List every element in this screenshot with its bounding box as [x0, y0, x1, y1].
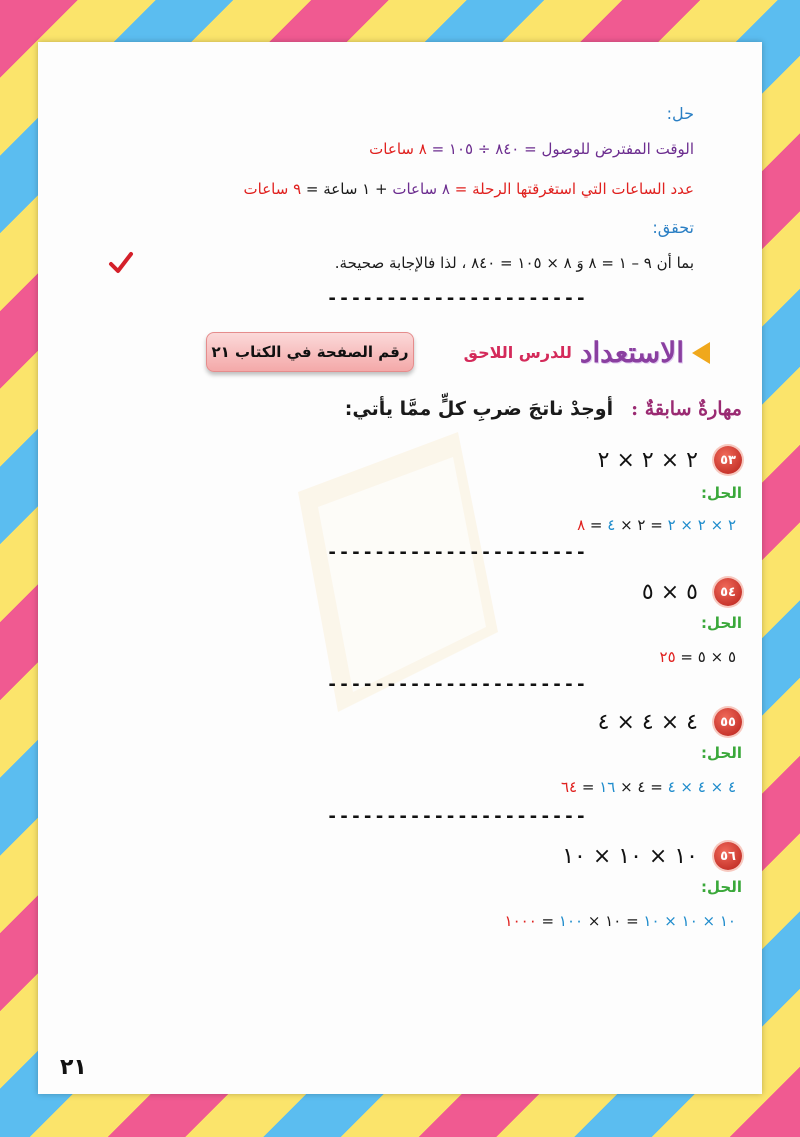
- skill-instruction: أوجدْ ناتجَ ضربِ كلٍّ ممَّا يأتي:: [344, 398, 614, 420]
- answer-54: ٥ × ٥ = ٢٥: [659, 648, 736, 666]
- verify-label: تحقق:: [652, 218, 694, 237]
- page-sheet: [38, 42, 762, 1094]
- answer-label: الحل:: [701, 878, 742, 896]
- answer-label: الحل:: [701, 614, 742, 632]
- solution-line-2-mid: + ١ ساعة =: [301, 180, 393, 198]
- question-expression: ٤ × ٤ × ٤: [597, 709, 698, 735]
- answer-label: الحل:: [701, 744, 742, 762]
- section-subtitle: للدرس اللاحق: [463, 343, 572, 362]
- question-56: [562, 842, 742, 870]
- question-55: [598, 708, 742, 736]
- answer-56: ١٠ × ١٠ × ١٠ = ١٠ × ١٠٠ = ١٠٠٠: [504, 912, 736, 930]
- divider: ----------------------: [326, 806, 588, 827]
- answer-55: ٤ × ٤ × ٤ = ٤ × ١٦ = ٦٤: [560, 778, 736, 796]
- solution-line-1: [369, 140, 694, 158]
- verify-text: بما أن ٩ – ١ = ٨ وَ ٨ × ١٠٥ = ٨٤٠ ، لذا فالإجابة صحيحة.: [334, 254, 694, 272]
- skill-label: مهارةٌ سابقةٌ :: [631, 398, 742, 420]
- page-reference-badge: رقم الصفحة في الكتاب ٢١: [206, 332, 414, 372]
- question-54: [642, 578, 742, 606]
- solution-line-2-a: ٨ ساعات: [392, 180, 450, 198]
- triangle-marker-icon: [692, 342, 710, 364]
- solution-line-1-result: ٨ ساعات: [369, 140, 427, 158]
- divider: ----------------------: [326, 288, 588, 309]
- question-number-badge: ٥٤: [714, 578, 742, 606]
- answer-label: الحل:: [701, 484, 742, 502]
- solution-line-1-text: الوقت المفترض للوصول = ٨٤٠ ÷ ١٠٥ =: [426, 140, 694, 158]
- answer-53: ٢ × ٢ × ٢ = ٢ × ٤ = ٨: [577, 516, 736, 534]
- skill-header: [345, 398, 742, 420]
- section-header: [464, 336, 710, 369]
- checkmark-icon: [108, 250, 134, 276]
- question-expression: ٥ × ٥: [641, 579, 698, 605]
- solution-line-2: [244, 180, 694, 198]
- question-expression: ١٠ × ١٠ × ١٠: [562, 843, 698, 869]
- question-number-badge: ٥٦: [714, 842, 742, 870]
- question-expression: ٢ × ٢ × ٢: [597, 447, 698, 473]
- solution-line-2-prefix: عدد الساعات التي استغرقتها الرحلة =: [449, 180, 694, 198]
- question-number-badge: ٥٥: [714, 708, 742, 736]
- divider: ----------------------: [326, 542, 588, 563]
- page-number: ٢١: [60, 1055, 87, 1080]
- solution-line-2-b: ٩ ساعات: [243, 180, 302, 198]
- question-53: [598, 446, 742, 474]
- divider: ----------------------: [326, 674, 588, 695]
- section-title: الاستعداد: [579, 336, 684, 369]
- question-number-badge: ٥٣: [714, 446, 742, 474]
- solve-label: حل:: [666, 104, 694, 123]
